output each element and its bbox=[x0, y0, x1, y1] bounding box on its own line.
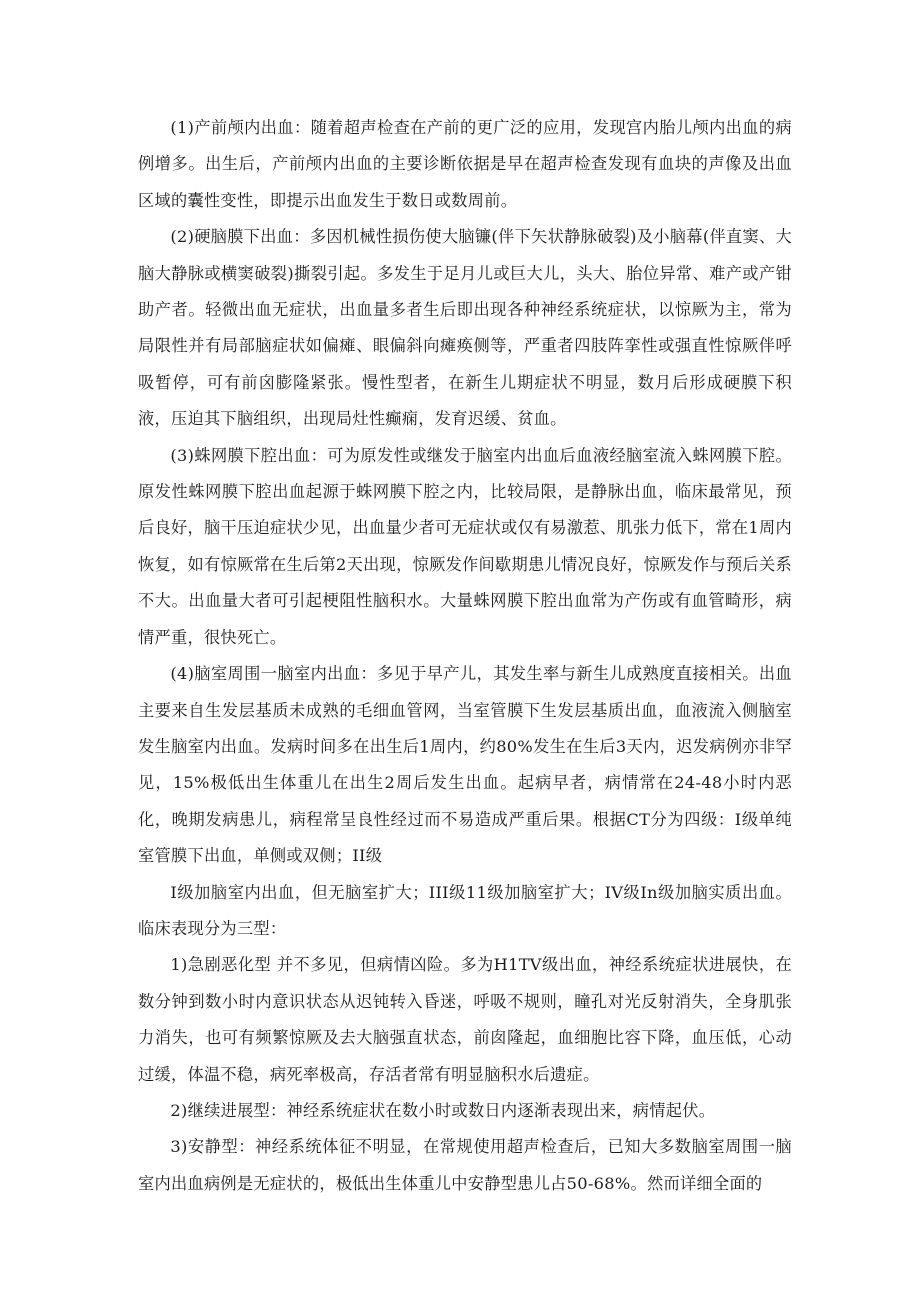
paragraph-silent-type: 3)安静型：神经系统体征不明显，在常规使用超声检查后，已知大多数脑室周围一脑室内出血病例是无症状的，极低出生体重儿中安静型患儿占50-68%。然而详细全面的 bbox=[138, 1137, 792, 1193]
paragraph-acute-deterioration-type: 1)急剧恶化型 并不多见，但病情凶险。多为H1TV级出血，神经系统症状进展快，在数分钟到数小时内意识状态从迟钝转入昏迷，呼吸不规则，瞳孔对光反射消失，全身肌张力消失，也可有频繁惊厥及去大脑强直状态，前囱隆起，血细胞比容下降，血压低，心动过缓，体温不稳，病死率极高，存活者常有明显脑积水后遗症。 bbox=[138, 955, 792, 1084]
paragraph-progressive-type: 2)继续进展型：神经系统症状在数小时或数日内逐渐表现出来，病情起伏。 bbox=[170, 1100, 716, 1120]
paragraph-grading-continued: I级加脑室内出血，但无脑室扩大；III级11级加脑室扩大；IV级In级加脑实质出血。临床表现分为三型： bbox=[138, 882, 792, 938]
document-body bbox=[138, 110, 792, 1202]
paragraph-subarachnoid-hemorrhage: (3)蛛网膜下腔出血：可为原发性或继发于脑室内出血后血液经脑室流入蛛网膜下腔。原发性蛛网膜下腔出血起源于蛛网膜下腔之内，比较局限，是静脉出血，临床最常见，预后良好，脑干压迫症状少见，出血量少者可无症状或仅有易激惹、肌张力低下，常在1周内恢复，如有惊厥常在生后第2天出现，惊厥发作间歇期患儿情况良好，惊厥发作与预后关系不大。出血量大者可引起梗阻性脑积水。大量蛛网膜下腔出血常为产伤或有血管畸形，病情严重，很快死亡。 bbox=[138, 445, 792, 647]
paragraph-subdural-hemorrhage: (2)硬脑膜下出血：多因机械性损伤使大脑镰(伴下矢状静脉破裂)及小脑幕(伴直窦、大脑大静脉或横窦破裂)撕裂引起。多发生于足月儿或巨大儿，头大、胎位异常、难产或产钳助产者。轻微出血无症状，出血量多者生后即出现各种神经系统症状，以惊厥为主，常为局限性并有局部脑症状如偏瘫、眼偏斜向瘫痪侧等，严重者四肢阵挛性或强直性惊厥伴呼吸暂停，可有前囟膨隆紧张。慢性型者，在新生儿期症状不明显，数月后形成硬膜下积液，压迫其下脑组织，出现局灶性癫痫，发育迟缓、贫血。 bbox=[138, 227, 792, 429]
paragraph-periventricular-hemorrhage: (4)脑室周围一脑室内出血：多见于早产儿，其发生率与新生儿成熟度直接相关。出血主要来自生发层基质未成熟的毛细血管网，当室管膜下生发层基质出血，血液流入侧脑室发生脑室内出血。发病时间多在出生后1周内，约80%发生在生后3天内，迟发病例亦非罕见，15%极低出生体重儿在出生2周后发生出血。起病早者，病情常在24-48小时内恶化，晚期发病患儿，病程常呈良性经过而不易造成严重后果。根据CT分为四级：I级单纯室管膜下出血，单侧或双侧；II级 bbox=[138, 664, 792, 866]
paragraph-prenatal-hemorrhage: (1)产前颅内出血：随着超声检查在产前的更广泛的应用，发现宫内胎儿颅内出血的病例增多。出生后，产前颅内出血的主要诊断依据是早在超声检查发现有血块的声像及出血区域的囊性变性，即提示出血发生于数日或数周前。 bbox=[138, 118, 792, 210]
